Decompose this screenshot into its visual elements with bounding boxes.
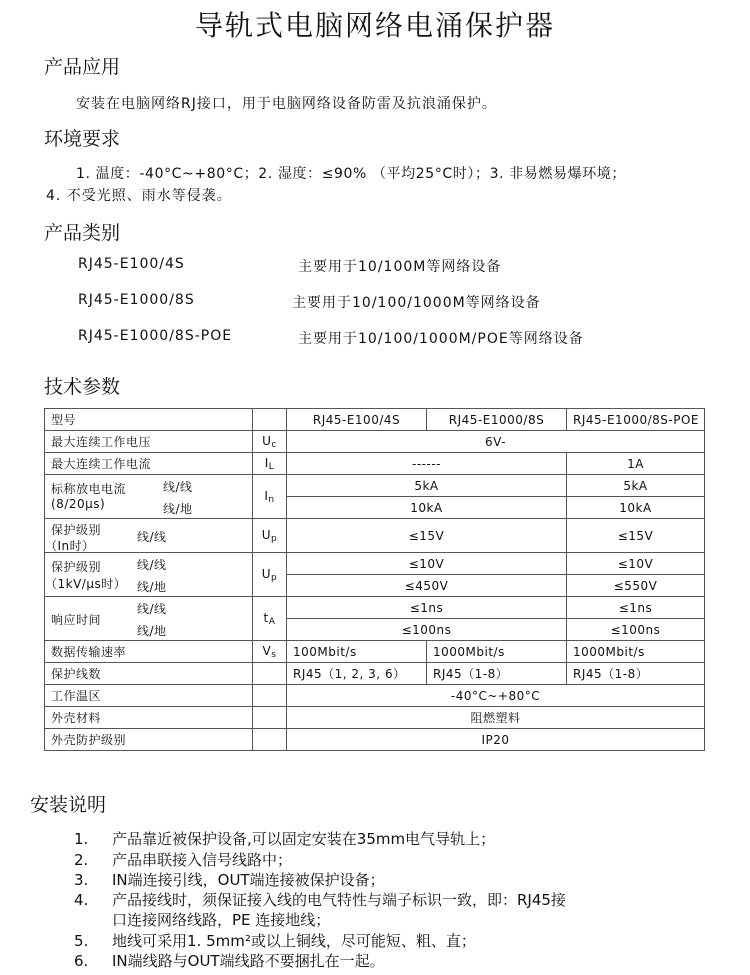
model-label: 型号	[45, 409, 253, 431]
max-voltage-symbol: $U_c$	[253, 431, 287, 453]
discharge-label-cell	[45, 475, 253, 519]
response-ll: 线/线	[137, 602, 167, 616]
discharge-ll: 线/线	[163, 480, 193, 494]
category-model-2: RJ45-E1000/8S	[78, 292, 195, 308]
install-heading: 安装说明	[30, 794, 107, 816]
rate-value-3: 1000Mbit/s	[567, 641, 705, 663]
environment-line-1: 1. 温度：-40°C~+80°C；2. 湿度：≤90% （平均25°C时）；3. 非易燃易爆环境；	[76, 166, 627, 182]
protect2-label-cell	[45, 553, 253, 597]
protect1-label-2: （In时）	[45, 539, 95, 553]
discharge-label-2: (8/20μs)	[51, 497, 106, 511]
tech-spec-table	[44, 408, 705, 751]
protect1-value-3: ≤15V	[567, 519, 705, 553]
table-row	[45, 641, 705, 663]
model-header-2: RJ45-E1000/8S	[427, 409, 567, 431]
rate-label: 数据传输速率	[45, 641, 253, 663]
protect1-label: 保护级别	[51, 523, 102, 537]
protect2-lg: 线/地	[137, 580, 167, 594]
response-ll-3: ≤1ns	[567, 597, 705, 619]
list-item: 3. IN端连接引线，OUT端连接被保护设备；	[74, 871, 385, 889]
protect2-label: 保护级别	[51, 560, 102, 574]
protect1-label-cell	[45, 519, 253, 553]
category-model-3: RJ45-E1000/8S-POE	[78, 328, 233, 344]
list-item: 6. IN端线路与OUT端线路不要捆扎在一起。	[74, 952, 385, 970]
table-row	[45, 707, 705, 729]
categories-heading: 产品类别	[44, 222, 121, 244]
material-value: 阻燃塑料	[287, 707, 705, 729]
protect1-value-12: ≤15V	[287, 519, 567, 553]
category-desc-1: 主要用于10/100M等网络设备	[298, 259, 502, 275]
response-lg-12: ≤100ns	[287, 619, 567, 641]
environment-heading: 环境要求	[44, 128, 121, 150]
application-text: 安装在电脑网络RJ接口，用于电脑网络设备防雷及抗浪涌保护。	[76, 96, 497, 112]
table-row	[45, 409, 705, 431]
max-voltage-label: 最大连续工作电压	[45, 431, 253, 453]
ip-value: IP20	[287, 729, 705, 751]
table-row	[45, 729, 705, 751]
response-lg-3: ≤100ns	[567, 619, 705, 641]
protect2-ll-12: ≤10V	[287, 553, 567, 575]
discharge-symbol: $I_n$	[253, 475, 287, 519]
protect2-ll: 线/线	[137, 558, 167, 572]
protect2-ll-3: ≤10V	[567, 553, 705, 575]
temp-value: -40°C~+80°C	[287, 685, 705, 707]
protect2-symbol: $U_p$	[253, 553, 287, 597]
ip-label: 外壳防护级别	[45, 729, 253, 751]
table-row	[45, 553, 705, 575]
lines-value-1: RJ45（1, 2, 3, 6）	[287, 663, 427, 685]
protect2-lg-3: ≤550V	[567, 575, 705, 597]
protect1-symbol: $U_p$	[253, 519, 287, 553]
response-label: 响应时间	[51, 613, 102, 627]
table-row	[45, 685, 705, 707]
model-header-1: RJ45-E100/4S	[287, 409, 427, 431]
page-title: 导轨式电脑网络电涌保护器	[194, 9, 555, 42]
table-row	[45, 431, 705, 453]
max-current-symbol: $I_L$	[253, 453, 287, 475]
material-label: 外壳材料	[45, 707, 253, 729]
list-item: 口连接网络线路，PE 连接地线；	[112, 911, 331, 929]
table-row	[45, 663, 705, 685]
list-item: 5. 地线可采用1. 5mm²或以上铜线，尽可能短、粗、直；	[74, 932, 476, 950]
list-item: 4. 产品接线时，须保证接入线的电气特性与端子标识一致，即：RJ45接	[74, 891, 566, 909]
response-label-cell	[45, 597, 253, 641]
response-ll-12: ≤1ns	[287, 597, 567, 619]
protect1-line: 线/线	[137, 530, 167, 544]
rate-value-1: 100Mbit/s	[287, 641, 427, 663]
response-symbol: $t_A$	[253, 597, 287, 641]
table-row	[45, 475, 705, 497]
lines-label: 保护线数	[45, 663, 253, 685]
protect2-lg-12: ≤450V	[287, 575, 567, 597]
discharge-lg: 线/地	[163, 502, 193, 516]
table-row	[45, 597, 705, 619]
rate-value-2: 1000Mbit/s	[427, 641, 567, 663]
table-row	[45, 519, 705, 553]
list-item: 2. 产品串联接入信号线路中；	[74, 851, 293, 869]
discharge-label: 标称放电电流	[51, 482, 127, 496]
protect2-label-2: （1kV/μs时）	[45, 577, 127, 591]
discharge-ll-3: 5kA	[567, 475, 705, 497]
max-current-value-3: 1A	[567, 453, 705, 475]
application-heading: 产品应用	[44, 56, 121, 78]
max-voltage-value: 6V-	[287, 431, 705, 453]
temp-label: 工作温区	[45, 685, 253, 707]
table-row	[45, 453, 705, 475]
model-header-3: RJ45-E1000/8S-POE	[567, 409, 705, 431]
environment-line-2: 4. 不受光照、雨水等侵袭。	[46, 188, 232, 204]
tech-heading: 技术参数	[44, 376, 121, 398]
discharge-ll-12: 5kA	[287, 475, 567, 497]
rate-symbol: $V_s$	[253, 641, 287, 663]
max-current-label: 最大连续工作电流	[45, 453, 253, 475]
discharge-lg-12: 10kA	[287, 497, 567, 519]
category-desc-3: 主要用于10/100/1000M/POE等网络设备	[298, 331, 584, 347]
discharge-lg-3: 10kA	[567, 497, 705, 519]
list-item: 1. 产品靠近被保护设备,可以固定安装在35mm电气导轨上；	[74, 830, 496, 848]
max-current-value-12: ------	[287, 453, 567, 475]
response-lg: 线/地	[137, 624, 167, 638]
lines-value-2: RJ45（1-8）	[427, 663, 567, 685]
category-model-1: RJ45-E100/4S	[78, 256, 185, 272]
category-desc-2: 主要用于10/100/1000M等网络设备	[292, 295, 541, 311]
lines-value-3: RJ45（1-8）	[567, 663, 705, 685]
